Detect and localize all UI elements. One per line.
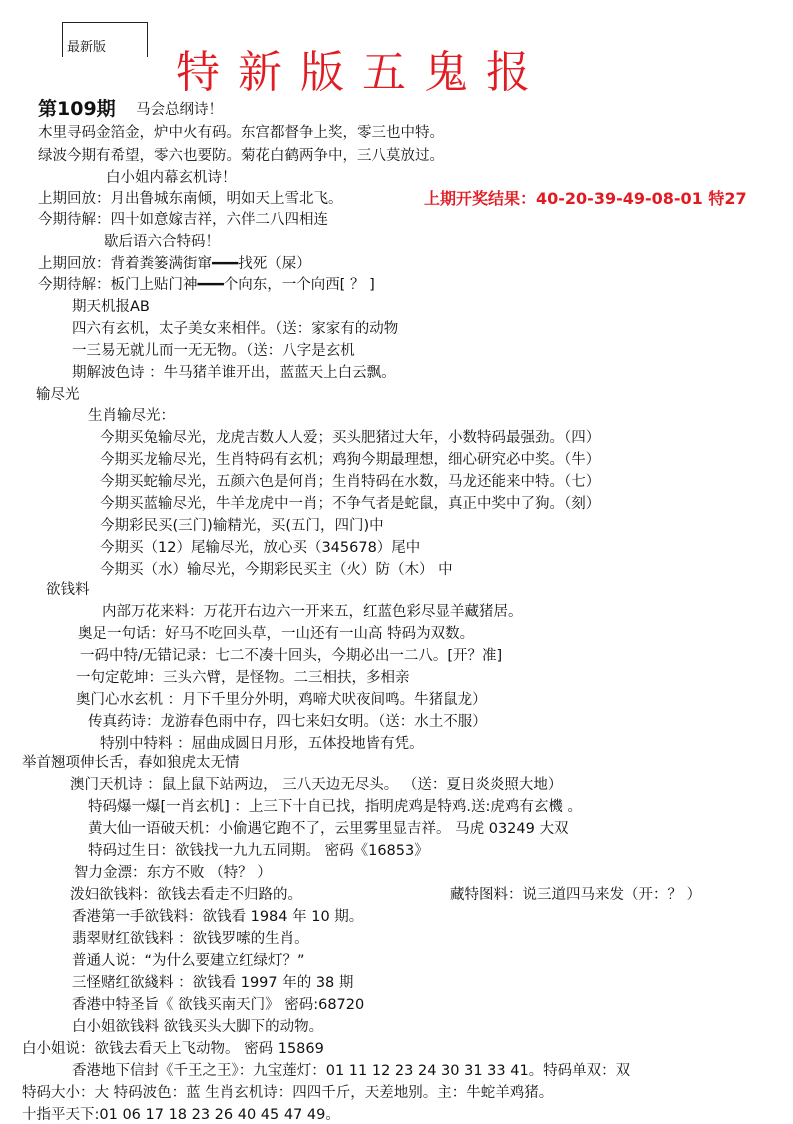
text-line: 香港地下信封《千王之王》：九宝莲灯：01 11 12 23 24 30 31 33 41。特码单双：双 (72, 1063, 631, 1079)
text-line: 一三易无就儿而一无无物。（送：八字是玄机 (72, 343, 355, 359)
text-line: 特别中特料 ：屈曲成圆日月形，五体投地皆有凭。 (100, 736, 424, 752)
text-line: 今期买兔输尽光，龙虎吉数人人爱；买头肥猪过大年，小数特码最强劲。（四） (100, 430, 601, 446)
text-line: 普通人说：“为什么要建立红绿灯？” (72, 953, 305, 969)
text-line: 今期待解：板门上贴门神━━━个向东，一个向西[ ？ ] (38, 277, 375, 293)
text-line: 白小姐欲钱料 欲钱买头大脚下的动物。 (72, 1019, 324, 1035)
text-line: 传真药诗：龙游春色雨中存，四七来妇女明。（送：水土不服） (88, 714, 487, 730)
text-line: 上期回放：背着粪篓满街窜━━━找死（屎） (38, 256, 311, 272)
text-line: 今期买蛇输尽光，五颜六色是何肖；生肖特码在水数，马龙还能来中特。（七） (100, 474, 601, 490)
text-line: 三怪赌红欲綫料 ：欲钱看 1997 年的 38 期 (72, 975, 354, 991)
text-line: 今期买（12）尾输尽光，放心买（345678）尾中 (100, 540, 421, 556)
text-line: 藏特图料：说三道四马来发（开：？ ） (450, 887, 702, 903)
text-line: 生肖输尽光： (88, 408, 175, 424)
text-line: 一码中特/无错记录：七二不凑十回头，今期必出一二八。[开？准] (80, 648, 503, 664)
text-line: 木里寻码金箔金，炉中火有码。东宫都督争上奖，零三也中特。 (38, 125, 444, 141)
text-line: 特码爆一爆[一肖玄机] ：上三下十自已找，指明虎鸡是特鸡.送:虎鸡有玄機 。 (88, 799, 583, 815)
text-line: 澳门天机诗 ：鼠上鼠下站两边， 三八天边无尽头。 （送：夏日炎炎照大地） (70, 777, 563, 793)
text-line: 今期彩民买(三门)输精光，买(五门，四门)中 (100, 518, 384, 534)
text-line: 今期买蓝输尽光，牛羊龙虎中一肖；不争气者是蛇鼠，真正中奖中了狗。（刻） (100, 496, 601, 512)
text-line: 智力金漂：东方不败 （特？ ） (74, 865, 272, 881)
text-line: 内部万花来料：万花开右边六一开来五，红蓝色彩尽显羊藏猪居。 (102, 604, 523, 620)
text-line: 今期买（水）输尽光，今期彩民买主（火）防（木） 中 (100, 562, 453, 578)
text-line: 泼妇欲钱料：欲钱去看走不归路的。 (70, 887, 302, 903)
text-line: 歇后语六合特码！ (104, 234, 220, 250)
text-line: 今期待解：四十如意嫁吉祥，六伴二八四相连 (38, 212, 328, 228)
text-line: 白小姐说：欲钱去看天上飞动物。 密码 15869 (22, 1041, 324, 1057)
text-line: 香港第一手欲钱料：欲钱看 1984 年 10 期。 (72, 909, 364, 925)
issue-number: 第109期 (38, 98, 116, 120)
text-line: 期解波色诗 ：牛马猪羊谁开出，蓝蓝天上白云飘。 (72, 365, 396, 381)
newspaper-title: 特新版五鬼报 (176, 47, 548, 98)
text-line: 欲钱料 (46, 582, 90, 598)
text-line: 十指平天下:01 06 17 18 23 26 40 45 47 49。 (22, 1107, 340, 1123)
latest-edition-badge (62, 22, 148, 57)
text-line: 今期买龙输尽光，生肖特码有玄机；鸡狗今期最理想，细心研究必中奖。（牛） (100, 452, 601, 468)
text-line: 一句定乾坤：三头六臂，是怪物。二三相扶，多相亲 (76, 670, 410, 686)
text-line: 举首翘项伸长舌，春如狼虎太无情 (22, 755, 240, 771)
text-line: 翡翠财红欲钱料 ：欲钱罗嗦的生肖。 (72, 931, 309, 947)
text-line: 输尽光 (36, 387, 80, 403)
text-line: 白小姐内幕玄机诗！ (106, 170, 237, 186)
text-line: 黄大仙一语破天机：小偷遇它跑不了，云里雾里显吉祥。 马虎 03249 大双 (88, 821, 569, 837)
text-line: 四六有玄机，太子美女来相伴。（送：家家有的动物 (72, 321, 399, 337)
text-line: 香港中特圣旨《 欲钱买南天门》 密码:68720 (72, 997, 365, 1013)
text-line: 特码过生日：欲钱找一九九五同期。 密码《16853》 (88, 843, 429, 859)
text-line: 马会总纲诗！ (136, 102, 223, 118)
text-line: 特码大小：大 特码波色：蓝 生肖玄机诗：四四千斤，天差地别。主：牛蛇羊鸡猪。 (22, 1085, 554, 1101)
last-draw-result: 上期开奖结果：40-20-39-49-08-01 特27 (424, 189, 747, 208)
text-line: 期天机报AB (72, 299, 150, 315)
text-line: 绿波今期有希望，零六也要防。菊花白鹤两争中，三八莫放过。 (38, 148, 444, 164)
text-line: 上期回放：月出鲁城东南倾，明如天上雪北飞。 (38, 191, 343, 207)
text-line: 奥门心水玄机 ：月下千里分外明，鸡啼犬吠夜间鸣。牛猪鼠龙） (76, 692, 487, 708)
text-line: 奥足一句话：好马不吃回头草，一山还有一山高 特码为双数。 (78, 626, 475, 642)
badge-label: 最新版 (67, 40, 107, 55)
